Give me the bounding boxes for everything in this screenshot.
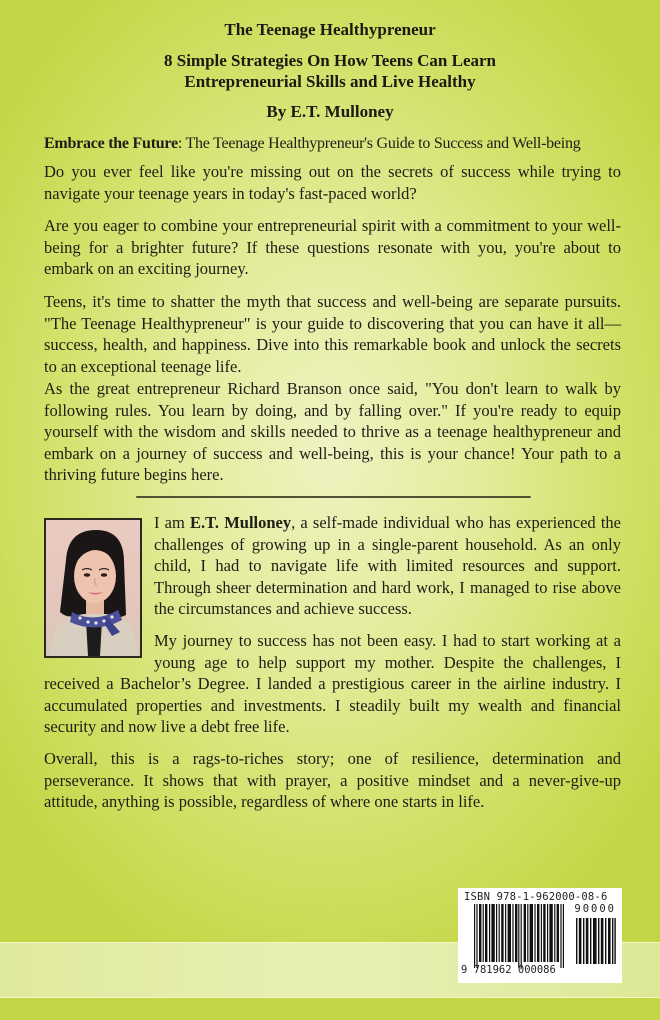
blurb-lead-rest: : The Teenage Healthypreneur's Guide to Success and Well-being	[177, 135, 581, 152]
paragraph-text: Teens, it's time to shatter the myth that success and well-being are separate pursuits. "The Teenage Healthypreneur" is your guide to discovering that you can have it all—success, health, and happiness. Dive into this remarkable book and unlock the secrets to an exceptional teenage life.	[44, 292, 621, 376]
blurb-lead	[44, 133, 621, 155]
bio-paragraph-3: Overall, this is a rags-to-riches story; one of resilience, determination and perseverance. It shows that with prayer, a positive mindset and a never-give-up attitude, anything is possible, regardless of where one starts in life.	[44, 748, 621, 812]
blurb-paragraph-1	[44, 161, 621, 214]
blurb-paragraph-4	[44, 378, 621, 496]
author-photo	[44, 518, 142, 658]
barcode-bars-icon	[474, 904, 566, 968]
blurb-paragraph-2	[44, 215, 621, 290]
ean-digits: 9 781962 000086	[461, 964, 556, 976]
paragraph-text: Are you eager to combine your entrepreneurial spirit with a commitment to your well-being for a brighter future? If these questions resonate with you, you're about to embark on an exciting journey.	[44, 216, 621, 279]
addon-bars-icon	[576, 918, 616, 964]
blurb-lead-bold: Embrace the Future	[44, 135, 178, 152]
bio-intro-rest: , a self-made individual who has experienced the challenges of growing up in a single-parent household. As an only child, I had to navigate life with limited resources and support. Through sheer determination and hard work, I managed to rise above the circumstances and achieve success.	[154, 513, 621, 619]
price-code: 90000	[574, 903, 616, 915]
isbn-label: ISBN 978-1-962000-08-6	[464, 891, 608, 903]
blurb-paragraph-3	[44, 291, 621, 387]
bio-intro-prefix: I am	[154, 513, 190, 532]
book-subtitle	[0, 50, 660, 92]
subtitle-line-2: Entrepreneurial Skills and Live Healthy	[184, 72, 476, 91]
bio-paragraph-2: My journey to success has not been easy. I had to start working at a young age to help support my mother. Despite the challenges, I received a Bachelor’s Degree. I landed a prestigious career in the airline industry. I accumulated properties and investments. I steadily built my wealth and financial security and now live a debt free life.	[44, 630, 621, 737]
paragraph-text: As the great entrepreneur Richard Branson once said, "You don't learn to walk by following rules. You learn by doing, and by falling over." If you're ready to equip yourself with the wisdom and skills needed to thrive as a teenage healthypreneur and embark on a journey of success and well-being, this is your chance! Your path to a thriving future begins here.	[44, 379, 621, 485]
author-byline: By E.T. Mulloney	[266, 102, 394, 121]
paragraph-text: Do you ever feel like you're missing out on the secrets of success while trying to navigate your teenage years in today's fast-paced world?	[44, 162, 621, 203]
portrait-icon	[46, 520, 140, 656]
book-title: The Teenage Healthypreneur	[224, 20, 436, 39]
author-name: E.T. Mulloney	[190, 513, 292, 532]
isbn-barcode	[458, 888, 622, 983]
section-divider	[136, 496, 531, 498]
subtitle-line-1: 8 Simple Strategies On How Teens Can Learn	[164, 51, 496, 70]
